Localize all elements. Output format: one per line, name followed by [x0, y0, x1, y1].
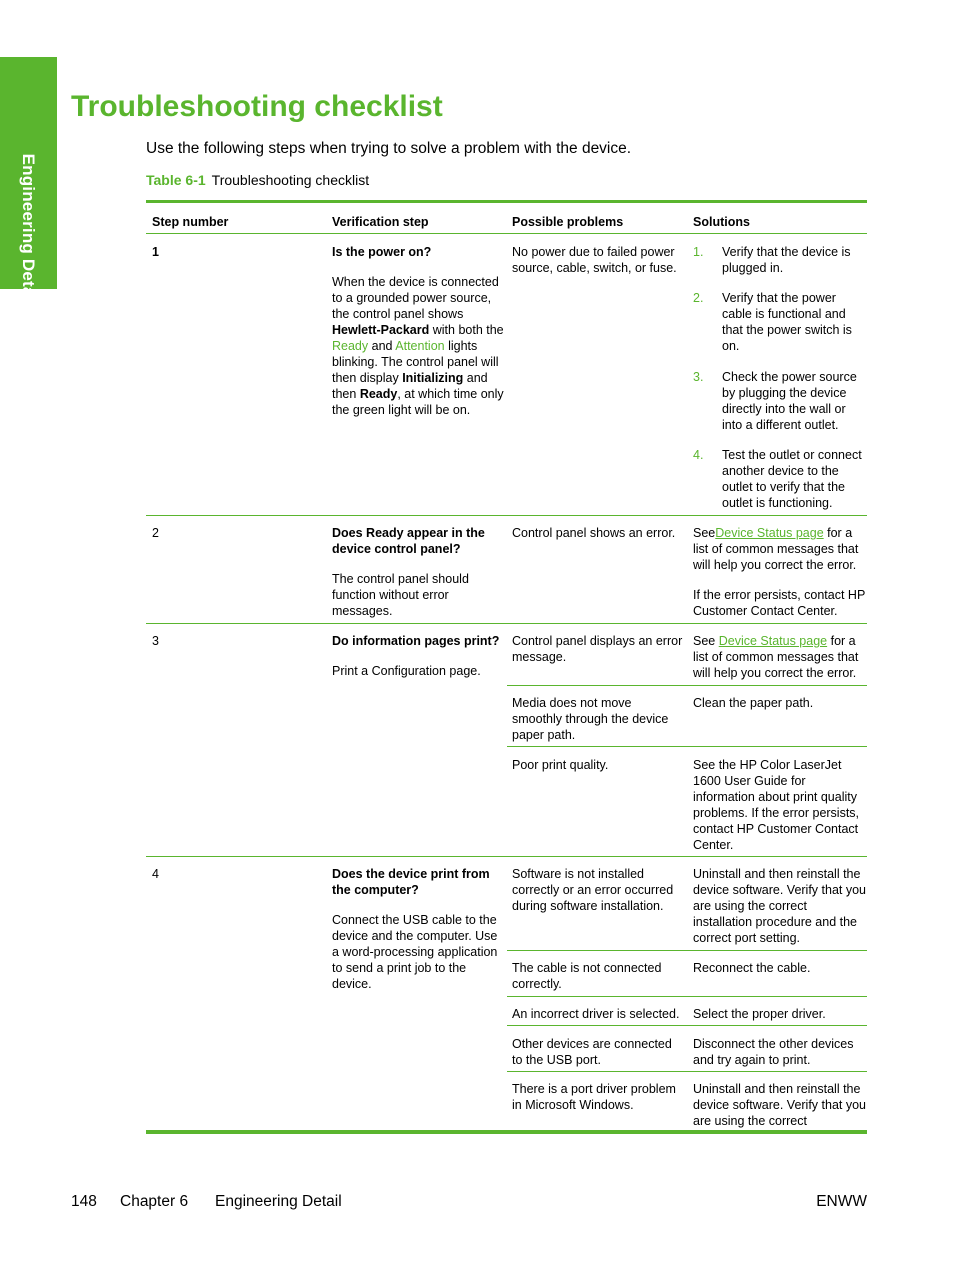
step-4-verification: [332, 866, 504, 992]
step-3-solution: Clean the paper path.: [693, 696, 814, 710]
row-divider: [146, 856, 867, 857]
row-divider: [146, 515, 867, 516]
step-4-problem: The cable is not connected correctly.: [512, 961, 662, 991]
step-3-verify-text: Print a Configuration page.: [332, 664, 481, 678]
intro-text: Use the following steps when trying to solve a problem with the device.: [146, 140, 632, 157]
step-4-solution: Disconnect the other devices and try again to print.: [693, 1037, 854, 1067]
step-2-number: 2: [152, 526, 159, 540]
step-3-number: 3: [152, 634, 159, 648]
step-4-problem: There is a port driver problem in Microsoft Windows.: [512, 1082, 676, 1112]
step-4-problem: Software is not installed correctly or an error occurred during software installation.: [512, 867, 674, 913]
step-2-problem: Control panel shows an error.: [512, 526, 676, 540]
step-3-verification: [332, 633, 504, 679]
step-4-problem: An incorrect driver is selected.: [512, 1007, 680, 1021]
step-3-solution: See Device Status page for a list of common messages that will help you correct the error.: [693, 634, 859, 680]
header-verification-step: Verification step: [332, 215, 429, 229]
step-2-solution-extra: If the error persists, contact HP Customer Contact Center.: [693, 588, 866, 618]
step-2-solution: SeeDevice Status page for a list of common messages that will help you correct the error. If the error persists, contact HP Customer Contact Center.: [693, 526, 866, 618]
solution-text: Check the power source by plugging the device directly into the wall or into a different outlet.: [722, 370, 857, 432]
step-4-verify-title: Does the device print from the computer?: [332, 867, 490, 897]
step-4-solution: Uninstall and then reinstall the device software. Verify that you are using the correct: [693, 1082, 867, 1128]
side-tab: [0, 57, 57, 307]
table-caption-label: Table 6-1: [146, 172, 206, 188]
row-divider: [507, 1071, 867, 1072]
table-bottom-rule: [146, 1130, 867, 1134]
step-2-verification: [332, 525, 504, 619]
step-3-verify-title: Do information pages print?: [332, 634, 500, 648]
footer-page-number: 148: [71, 1193, 97, 1210]
row-divider: [146, 233, 867, 234]
footer-right: ENWW: [816, 1193, 867, 1210]
table-caption: [146, 172, 369, 188]
row-divider: [146, 623, 867, 624]
step-3-solution: See the HP Color LaserJet 1600 User Guide for information about print quality problems. If the error persists, contact HP Customer Contact Center.: [693, 758, 860, 852]
step-4-solution: Select the proper driver.: [693, 1007, 826, 1021]
step-3-problem: Control panel displays an error message.: [512, 634, 683, 664]
solution-text: Verify that the power cable is functional and that the power switch is on.: [722, 291, 852, 353]
step-1-verify-title: Is the power on?: [332, 245, 432, 259]
row-divider: [507, 996, 867, 997]
table-caption-text: Troubleshooting checklist: [211, 172, 370, 188]
step-1-problem: No power due to failed power source, cable, switch, or fuse.: [512, 245, 677, 275]
step-1-number: 1: [152, 245, 159, 259]
step-3-problem: Poor print quality.: [512, 758, 609, 772]
row-divider: [507, 746, 867, 747]
row-divider: [507, 685, 867, 686]
step-1-verification: [332, 244, 504, 418]
step-4-solution: Reconnect the cable.: [693, 961, 811, 975]
row-divider: [507, 950, 867, 951]
solution-number: 2.: [693, 291, 704, 305]
header-step-number: Step number: [152, 215, 229, 229]
footer-chapter: Chapter 6: [120, 1193, 189, 1210]
step-3-problem: Media does not move smoothly through the device paper path.: [512, 696, 669, 742]
header-solutions: Solutions: [693, 215, 750, 229]
step-2-verify-title: Does Ready appear in the device control panel?: [332, 526, 485, 556]
troubleshooting-table: [146, 200, 867, 1133]
step-1-verify-text: When the device is connected to a grounded power source, the control panel shows Hewlett-Packard with both the Ready and Attention lights blinking. The control panel will then display Initializing and then Ready, at which time only the green light will be on.: [332, 275, 504, 417]
side-tab-label: Engineering Detail: [19, 153, 38, 307]
solution-text: Verify that the device is plugged in.: [722, 245, 851, 275]
step-4-solution: Uninstall and then reinstall the device software. Verify that you are using the correct installation procedure and the correct port setting.: [693, 867, 867, 945]
solution-number: 4.: [693, 448, 704, 462]
step-4-verify-text: Connect the USB cable to the device and the computer. Use a word-processing application to send a print job to the device.: [332, 913, 498, 991]
solution-number: 3.: [693, 370, 704, 384]
row-divider: [507, 1025, 867, 1026]
header-possible-problems: Possible problems: [512, 215, 624, 229]
solution-number: 1.: [693, 245, 704, 259]
step-4-problem: Other devices are connected to the USB port.: [512, 1037, 672, 1067]
step-4-number: 4: [152, 867, 159, 881]
step-2-verify-text: The control panel should function without error messages.: [332, 572, 469, 618]
page-title: Troubleshooting checklist: [71, 90, 443, 123]
footer-section: Engineering Detail: [215, 1193, 342, 1210]
device-status-page-link[interactable]: Device Status page: [718, 634, 828, 648]
solution-text: Test the outlet or connect another device to the outlet to verify that the outlet is functioning.: [722, 448, 862, 510]
device-status-page-link[interactable]: Device Status page: [715, 526, 824, 540]
